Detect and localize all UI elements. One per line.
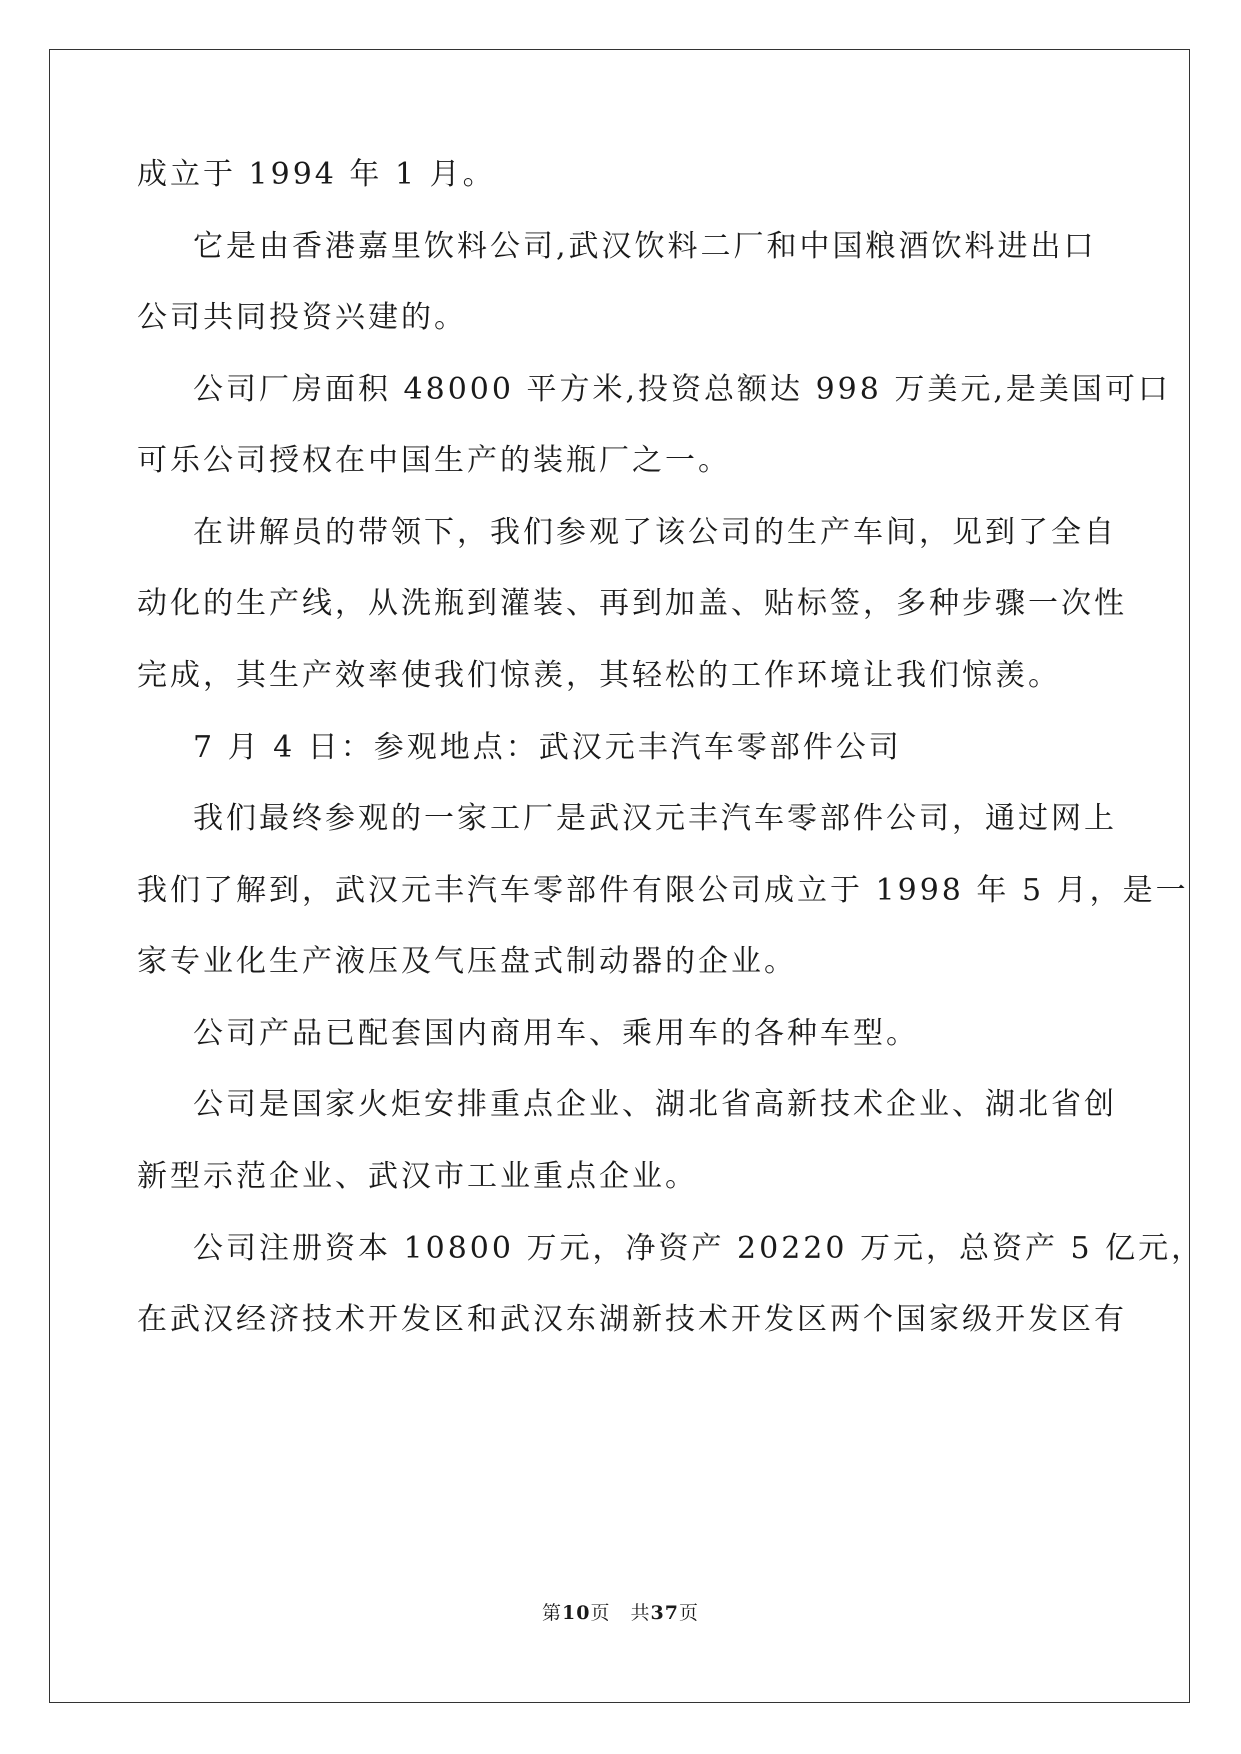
body-line-8: 完成，其生产效率使我们惊羡，其轻松的工作环境让我们惊羡。 <box>137 658 1061 693</box>
body-line-17: 在武汉经济技术开发区和武汉东湖新技术开发区两个国家级开发区有 <box>137 1302 1127 1337</box>
body-line-12: 家专业化生产液压及气压盘式制动器的企业。 <box>137 944 797 979</box>
current-page-number: 10 <box>562 1602 591 1624</box>
body-line-1: 成立于 1994 年 1 月。 <box>137 157 496 192</box>
total-page-number: 37 <box>650 1602 679 1624</box>
body-line-13: 公司产品已配套国内商用车、乘用车的各种车型。 <box>193 1016 919 1051</box>
footer-prefix: 第 <box>542 1602 563 1624</box>
body-line-2: 它是由香港嘉里饮料公司,武汉饮料二厂和中国粮酒饮料进出口 <box>193 229 1097 264</box>
body-line-5: 可乐公司授权在中国生产的装瓶厂之一。 <box>137 443 731 478</box>
body-line-4: 公司厂房面积 48000 平方米,投资总额达 998 万美元,是美国可口 <box>193 372 1171 407</box>
page-footer <box>0 1601 1241 1625</box>
body-line-7: 动化的生产线，从洗瓶到灌装、再到加盖、贴标签，多种步骤一次性 <box>137 586 1127 621</box>
body-line-3: 公司共同投资兴建的。 <box>137 300 467 335</box>
body-line-11: 我们了解到，武汉元丰汽车零部件有限公司成立于 1998 年 5 月，是一 <box>137 873 1189 908</box>
body-line-14: 公司是国家火炬安排重点企业、湖北省高新技术企业、湖北省创 <box>193 1087 1117 1122</box>
body-line-16: 公司注册资本 10800 万元，净资产 20220 万元，总资产 5 亿元， <box>193 1231 1205 1266</box>
footer-suffix: 页 <box>678 1602 699 1624</box>
body-line-9: 7 月 4 日：参观地点：武汉元丰汽车零部件公司 <box>193 730 902 765</box>
body-line-10: 我们最终参观的一家工厂是武汉元丰汽车零部件公司，通过网上 <box>193 801 1117 836</box>
body-line-6: 在讲解员的带领下，我们参观了该公司的生产车间，见到了全自 <box>193 515 1117 550</box>
footer-middle: 页 共 <box>590 1602 651 1624</box>
body-line-15: 新型示范企业、武汉市工业重点企业。 <box>137 1159 698 1194</box>
